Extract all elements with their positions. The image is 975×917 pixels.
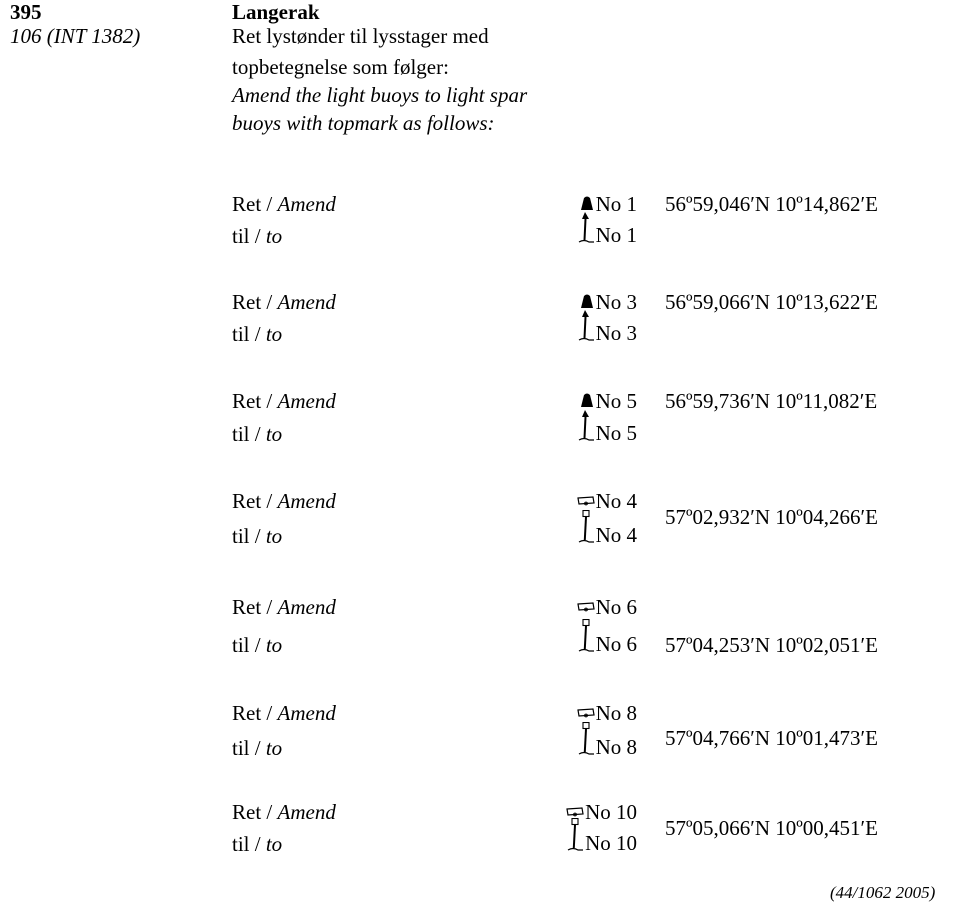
spar-buoy-can-topmark-icon [578,510,596,546]
can-buoy-icon [577,706,595,720]
ret-text: Ret / [232,290,278,314]
to-text: to [265,224,283,248]
til-text: til / [232,322,266,346]
amend-label [232,391,336,412]
new-buoy-designation [578,722,637,758]
danish-text-line-1: Ret lystønder til lysstager med [232,24,489,48]
to-text: to [265,422,283,446]
english-text-line-2: buoys with topmark as follows: [232,111,495,135]
to-label [232,324,282,345]
ret-text: Ret / [232,595,278,619]
old-buoy-designation [577,703,637,724]
old-buoy-number: No 3 [595,290,637,314]
ret-text: Ret / [232,389,278,413]
old-buoy-number: No 6 [595,595,637,619]
til-text: til / [232,224,266,248]
to-text: to [265,832,283,856]
buoy-position: 57º04,766′N 10º01,473′E [665,726,878,750]
new-buoy-designation [578,410,637,444]
amend-text: Amend [277,192,336,216]
to-label [232,526,282,547]
buoy-position: 57º05,066′N 10º00,451′E [665,816,878,840]
conical-buoy-icon [579,293,595,309]
to-label [232,738,282,759]
new-buoy-number: No 3 [595,321,637,345]
new-buoy-designation [567,818,637,854]
ret-text: Ret / [232,701,278,725]
old-buoy-number: No 10 [585,800,637,824]
new-buoy-number: No 4 [595,523,637,547]
new-buoy-designation [578,510,637,546]
source-reference: (44/1062 2005) [830,883,936,902]
buoy-position: 56º59,736′N 10º11,082′E [665,389,878,413]
amend-text: Amend [277,595,336,619]
to-text: to [265,322,283,346]
amend-text: Amend [277,701,336,725]
can-buoy-icon [577,494,595,508]
ret-text: Ret / [232,800,278,824]
amend-label [232,802,336,823]
spar-buoy-cone-topmark-icon [578,410,596,444]
til-text: til / [232,633,266,657]
buoy-position: 56º59,066′N 10º13,622′E [665,290,878,314]
to-text: to [265,524,283,548]
spar-buoy-cone-topmark-icon [578,212,596,246]
amend-text: Amend [277,290,336,314]
ret-text: Ret / [232,192,278,216]
old-buoy-number: No 4 [595,489,637,513]
buoy-position: 57º04,253′N 10º02,051′E [665,633,878,657]
conical-buoy-icon [579,392,595,408]
to-text: to [265,633,283,657]
can-buoy-icon [566,805,584,819]
amend-label [232,194,336,215]
til-text: til / [232,422,266,446]
til-text: til / [232,524,266,548]
chart-reference: 106 (INT 1382) [10,24,141,48]
til-text: til / [232,736,266,760]
buoy-position: 56º59,046′N 10º14,862′E [665,192,878,216]
amend-label [232,597,336,618]
amend-label [232,292,336,313]
to-text: to [265,736,283,760]
new-buoy-number: No 5 [595,421,637,445]
old-buoy-designation [577,597,637,618]
to-label [232,635,282,656]
amend-label [232,491,336,512]
new-buoy-number: No 8 [595,735,637,759]
conical-buoy-icon [579,195,595,211]
spar-buoy-can-topmark-icon [567,818,585,854]
ret-text: Ret / [232,489,278,513]
english-text-line-1: Amend the light buoys to light spar [232,83,528,107]
new-buoy-designation [578,619,637,655]
spar-buoy-cone-topmark-icon [578,310,596,344]
new-buoy-number: No 10 [585,831,637,855]
spar-buoy-can-topmark-icon [578,722,596,758]
old-buoy-number: No 5 [595,389,637,413]
danish-text-line-2: topbetegnelse som følger: [232,55,449,79]
old-buoy-number: No 1 [595,192,637,216]
notice-number: 395 [10,0,42,24]
amend-label [232,703,336,724]
to-label [232,834,282,855]
notice-title: Langerak [232,0,320,24]
old-buoy-designation [577,491,637,512]
amend-text: Amend [277,389,336,413]
new-buoy-designation [578,212,637,246]
old-buoy-designation [579,391,637,412]
new-buoy-number: No 6 [595,632,637,656]
new-buoy-designation [578,310,637,344]
spar-buoy-can-topmark-icon [578,619,596,655]
old-buoy-number: No 8 [595,701,637,725]
new-buoy-number: No 1 [595,223,637,247]
amend-text: Amend [277,800,336,824]
amend-text: Amend [277,489,336,513]
buoy-position: 57º02,932′N 10º04,266′E [665,505,878,529]
til-text: til / [232,832,266,856]
to-label [232,226,282,247]
to-label [232,424,282,445]
can-buoy-icon [577,600,595,614]
